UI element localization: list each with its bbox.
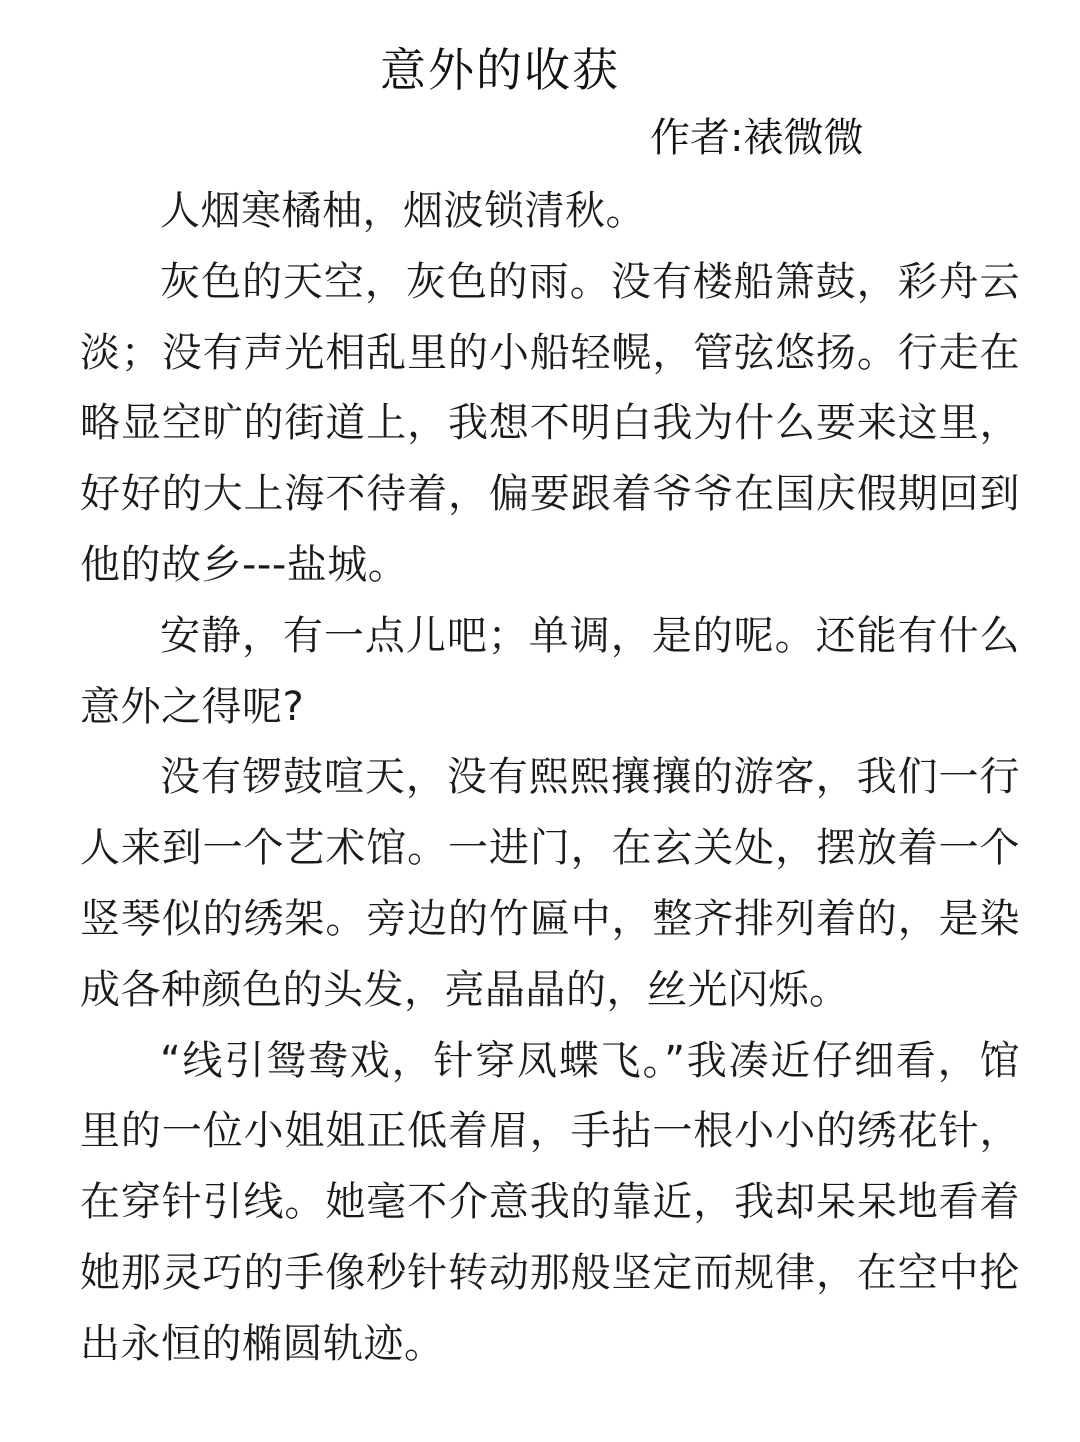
author-line: 作者:裱微微 — [650, 115, 864, 161]
paragraph-2: 灰色的天空，灰色的雨。没有楼船箫鼓，彩舟云淡；没有声光相乱里的小船轻幌，管弦悠扬。行走在略显空旷的街道上，我想不明白我为什么要来这里，好好的大上海不待着，偏要跟着爷爷在国庆假期回到他的故乡---盐城。 — [80, 258, 1020, 588]
paragraph-1: 人烟寒橘柚，烟波锁清秋。 — [160, 188, 646, 234]
document-title: 意外的收获 — [380, 43, 620, 97]
paragraph-3: 安静，有一点儿吧；单调，是的呢。还能有什么意外之得呢? — [80, 612, 1020, 730]
essay-body — [80, 176, 1020, 1380]
paragraph-4: 没有锣鼓喧天，没有熙熙攘攘的游客，我们一行人来到一个艺术馆。一进门，在玄关处，摆放着一个竖琴似的绣架。旁边的竹匾中，整齐排列着的，是染成各种颜色的头发，亮晶晶的，丝光闪烁。 — [80, 754, 1020, 1013]
paragraph-5: “线引鸳鸯戏，针穿凤蝶飞。”我凑近仔细看，馆里的一位小姐姐正低着眉，手拈一根小小的绣花针，在穿针引线。她毫不介意我的靠近，我却呆呆地看着她那灵巧的手像秒针转动那般坚定而规律，在空中抡出永恒的椭圆轨迹。 — [80, 1037, 1020, 1367]
